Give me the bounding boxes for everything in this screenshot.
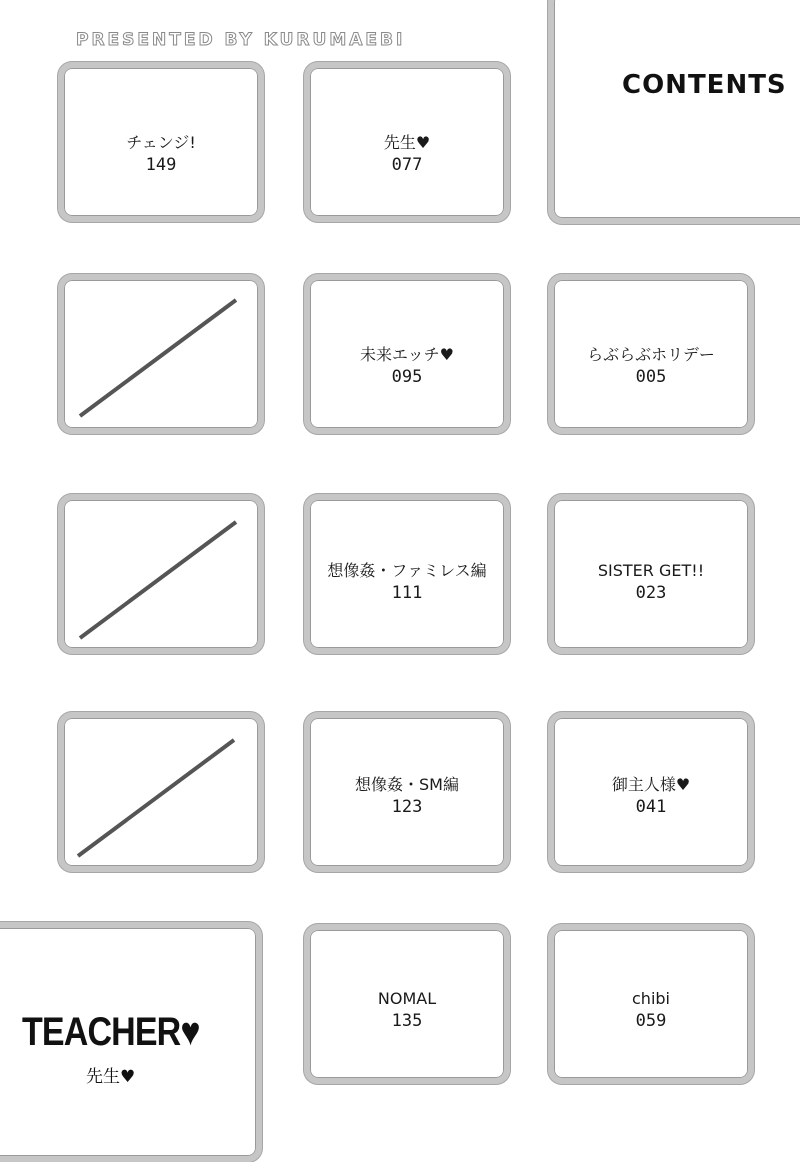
entry-page: 111	[391, 583, 423, 603]
entry-page: 123	[391, 797, 423, 817]
entry-page: 077	[391, 155, 423, 175]
book-title: TEACHER♥	[22, 1010, 200, 1054]
entry-title: 御主人様♥	[611, 775, 691, 794]
entry-title: 想像姦・ファミレス編	[327, 561, 487, 580]
entry-page: 023	[635, 583, 667, 603]
slash-line	[78, 740, 234, 856]
entry-page: 041	[635, 797, 667, 817]
entry-title: チェンジ!	[126, 133, 196, 152]
entry-page: 005	[635, 367, 667, 387]
entry-title: NOMAL	[377, 989, 437, 1008]
contents-heading: CONTENTS	[622, 70, 787, 100]
slash-line	[80, 522, 236, 638]
entry-title: らぶらぶホリデー	[587, 345, 715, 364]
entry-page: 095	[391, 367, 423, 387]
entry-title: SISTER GET!!	[597, 561, 705, 580]
slash-line	[80, 300, 236, 416]
entry-title: chibi	[632, 989, 670, 1008]
entry-page: 059	[635, 1011, 667, 1031]
entry-page: 149	[145, 155, 177, 175]
entry-title: 未来エッチ♥	[359, 345, 455, 364]
entry-title: 想像姦・SM編	[355, 775, 459, 794]
entry-page: 135	[391, 1011, 423, 1031]
book-subtitle: 先生♥	[86, 1067, 136, 1087]
entry-title: 先生♥	[383, 133, 431, 152]
credit-line: PRESENTED BY KURUMAEBI	[76, 30, 406, 50]
